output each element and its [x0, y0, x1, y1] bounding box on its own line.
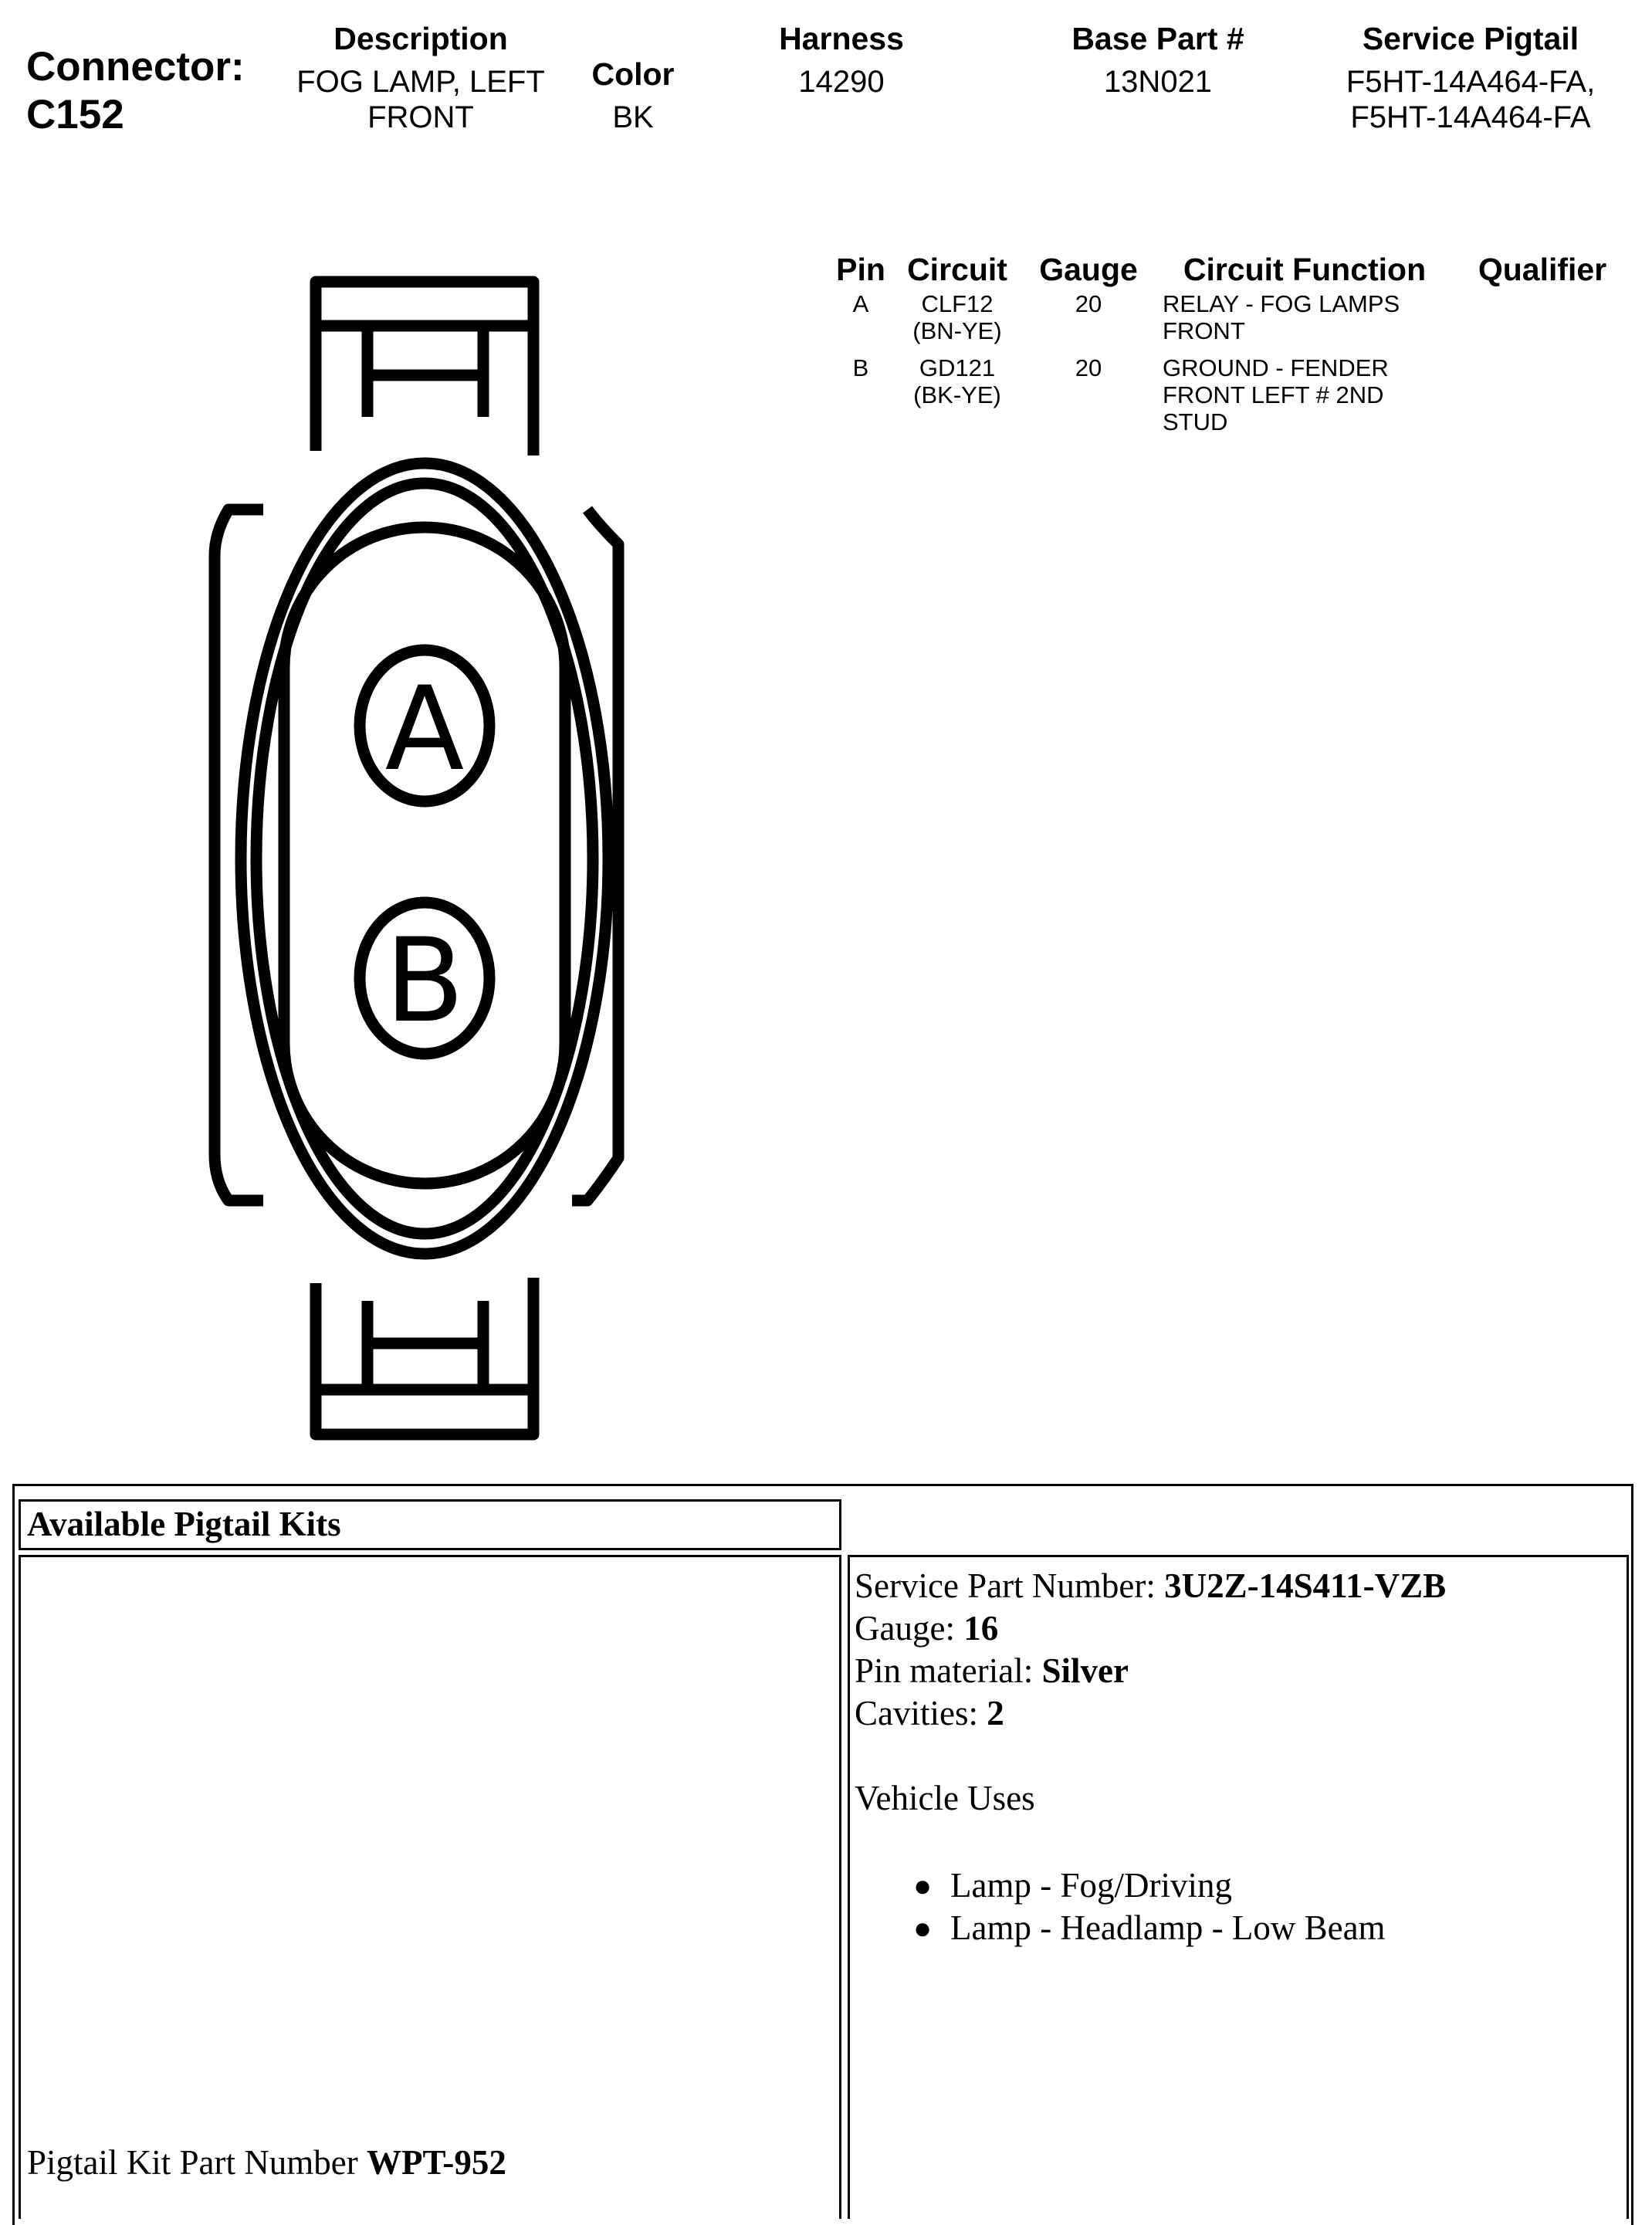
pin-b-label: B: [384, 914, 465, 1048]
description-value: FOG LAMP, LEFT FRONT: [296, 65, 545, 134]
vehicle-use-text: Lamp - Headlamp - Low Beam: [950, 1908, 1386, 1947]
gauge-label: Gauge:: [855, 1609, 964, 1648]
service-pigtail-value: F5HT-14A464-FA,F5HT-14A464-FA: [1346, 65, 1596, 134]
table-row: [826, 290, 1633, 354]
cavities-row: [855, 1692, 1627, 1735]
connector-face-diagram: [198, 270, 645, 1451]
pigtail-kits-header: Available Pigtail Kits: [19, 1499, 841, 1550]
pin-material-row: [855, 1650, 1627, 1692]
bottom-latch: [316, 1278, 533, 1434]
qualifier-cell: [1451, 354, 1633, 445]
vehicle-use-text: Lamp - Fog/Driving: [950, 1866, 1232, 1905]
base-part-column: [1034, 21, 1281, 100]
description-column: [279, 21, 562, 135]
base-part-value: 13N021: [1103, 65, 1213, 99]
gauge-row: [855, 1607, 1627, 1650]
service-part-value: 3U2Z-14S411-VZB: [1164, 1566, 1447, 1605]
connector-id: C152: [26, 92, 124, 137]
qualifier-header: Qualifier: [1478, 252, 1607, 287]
pin-table: [826, 249, 1633, 445]
pin-cell: A: [852, 290, 869, 317]
bullet-icon: ●: [913, 1868, 933, 1903]
gauge-header: Gauge: [1039, 252, 1138, 287]
circuit-cell: CLF12 (BN-YE): [912, 290, 1002, 344]
connector-label: Connector:: [26, 44, 245, 90]
harness-label: Harness: [779, 21, 904, 56]
pin-header: Pin: [836, 252, 885, 287]
gauge-value: 16: [963, 1609, 999, 1648]
color-value: BK: [612, 100, 654, 134]
pigtail-kit-part-number: [27, 2142, 506, 2184]
circuit-header: Circuit: [907, 252, 1007, 287]
pin-material-label: Pin material:: [855, 1651, 1042, 1690]
pigtail-kit-image-cell: [19, 1555, 841, 2219]
circuit-cell: GD121 (BK-YE): [913, 354, 1001, 408]
qualifier-cell: [1451, 290, 1633, 354]
pin-material-value: Silver: [1041, 1651, 1129, 1690]
pin-table-header: [826, 249, 1633, 290]
bullet-icon: ●: [913, 1911, 933, 1946]
vehicle-uses-list: [855, 1864, 1627, 1949]
color-label: Color: [591, 56, 675, 92]
kit-part-value: WPT-952: [366, 2143, 506, 2182]
pin-cell: B: [852, 354, 869, 381]
outer-body-ellipse: [241, 463, 608, 1254]
service-part-label: Service Part Number:: [855, 1566, 1165, 1605]
pin-a-label: A: [384, 662, 465, 797]
top-latch: [316, 282, 533, 455]
cavities-label: Cavities:: [855, 1694, 987, 1732]
table-row: [826, 354, 1633, 445]
description-label: Description: [333, 21, 508, 56]
service-pigtail-column: [1332, 21, 1610, 135]
cavities-value: 2: [987, 1694, 1004, 1732]
service-part-row: [855, 1565, 1627, 1607]
list-item: [913, 1907, 1627, 1949]
kit-part-label: Pigtail Kit Part Number: [27, 2143, 367, 2182]
base-part-label: Base Part #: [1071, 21, 1244, 56]
vehicle-uses-title: Vehicle Uses: [855, 1779, 1035, 1817]
function-header: Circuit Function: [1183, 252, 1427, 287]
harness-column: [749, 21, 934, 100]
gauge-cell: 20: [1075, 354, 1102, 381]
inner-cavity: [284, 527, 565, 1184]
list-item: [913, 1864, 1627, 1907]
function-cell: RELAY - FOG LAMPS FRONT: [1163, 290, 1400, 344]
function-cell: GROUND - FENDER FRONT LEFT # 2ND STUD: [1163, 354, 1389, 435]
gauge-cell: 20: [1075, 290, 1102, 317]
harness-value: 14290: [798, 65, 885, 99]
service-pigtail-label: Service Pigtail: [1362, 21, 1579, 56]
pigtail-kit-details: [848, 1555, 1629, 2219]
color-column: [571, 56, 695, 135]
connector-title: [26, 43, 245, 139]
